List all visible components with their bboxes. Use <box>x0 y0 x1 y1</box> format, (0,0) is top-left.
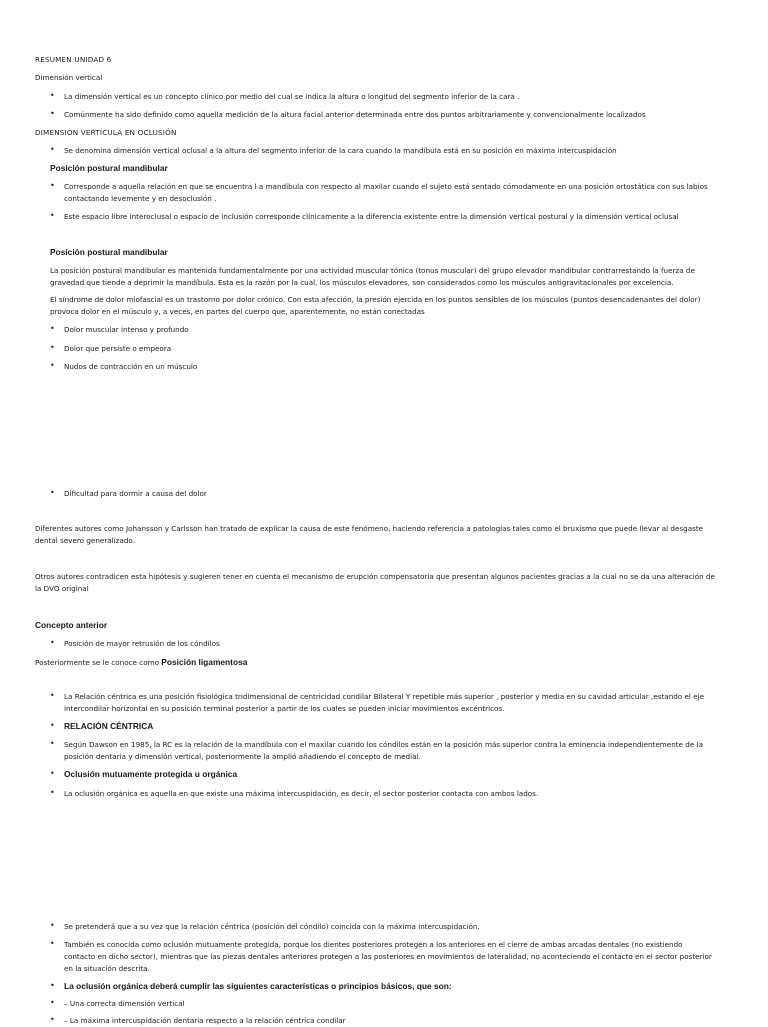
bullet-icon: • <box>50 343 55 352</box>
bullet-icon: • <box>50 91 55 100</box>
list-item: Se pretenderá que a su vez que la relación céntrica (posición del cóndilo) coincida con la máxima intercuspidación. <box>64 922 480 931</box>
paragraph: El síndrome de dolor miofascial es un trastorno por dolor crónico. Con esta afección, la presión ejercida en los puntos sensibles de los músculos (puntos desencadenantes del dolor) provoca dolor en el músculo y, a veces, en partes del cuerpo que, aparentemente, no están conectadas <box>50 295 701 316</box>
bullet-icon: • <box>50 769 55 778</box>
list-item: La dimensión vertical es un concepto clínico por medio del cual se indica la altura o longitud del segmento inferior de la cara . <box>64 92 520 101</box>
bullet-icon: • <box>50 739 55 748</box>
document-title: RESUMEN UNIDAD 6 <box>35 55 112 64</box>
list-item: La oclusión orgánica es aquella en que existe una máxima intercuspidación, es decir, el sector posterior contacta con ambos lados. <box>64 789 539 798</box>
posteriormente-line <box>35 656 247 669</box>
bullet-icon: • <box>50 211 55 220</box>
posteriormente-text: Posteriormente se le conoce como <box>35 658 162 667</box>
list-item: Según Dawson en 1985, la RC es la relación de la mandíbula con el maxilar cuando los cóndilos están en la posición más superior contra la eminencia independientemente de la posición dentaria y dimensión vertical, posteriormente la amplió añadiendo el concepto de medial. <box>64 740 703 761</box>
list-item: La Relación céntrica es una posición fisiológica tridimensional de centricidad condilar Bilateral Y repetible más superior , posterior y media en su cavidad articular ,estando el eje intercondilar horizontal en su posición terminal posterior a partir de los cuales se pueden iniciar movimientos excéntricos. <box>64 692 705 713</box>
paragraph: La posición postural mandibular es mantenida fundamentalmente por una actividad muscular tónica (tonus muscular) del grupo elevador mandibular contrarrestando la fuerza de gravedad que tiende a deprimir la mandíbula. Esta es la razón por la cual, los músculos elevadores, son considerados como los músculos antigravitacionales por excelencia. <box>50 266 695 287</box>
list-item: Posición de mayor retrusión de los cóndilos <box>64 639 220 648</box>
paragraph: Diferentes autores como Johansson y Carlsson han tratado de explicar la causa de este fenómeno, haciendo referencia a patologías tales como el bruxismo que puede llevar al desgaste dental severo generalizado. <box>35 524 704 545</box>
bullet-icon: • <box>50 145 55 154</box>
section-heading-posicion-postural: Posición postural mandibular <box>50 163 168 173</box>
list-item: Comúnmente ha sido definido como aquella medición de la altura facial anterior determinada entre dos puntos arbitrariamente y convencionalmente localizados <box>64 110 646 119</box>
bullet-icon: • <box>50 638 55 647</box>
bullet-icon: • <box>50 998 55 1007</box>
bullet-icon: • <box>50 939 55 948</box>
section-heading-oclusion-mutuamente: Oclusión mutuamente protegida u orgánica <box>64 769 238 779</box>
bullet-icon: • <box>50 788 55 797</box>
bullet-icon: • <box>50 324 55 333</box>
bullet-icon: • <box>50 981 55 990</box>
section-heading-dvo: DIMENSION VERTICULA EN OCLUSIÓN <box>35 128 177 137</box>
paragraph: Otros autores contradicen esta hipótesis y sugieren tener en cuenta el mecanismo de erupción compensatoria que presentan algunos pacientes gracias a la cual no se da una alteración de la DVO original <box>35 572 715 593</box>
symptom-item: Nudos de contracción en un músculo <box>64 362 198 371</box>
posicion-ligamentosa: Posición ligamentosa <box>161 657 248 667</box>
list-item: – La máxima intercuspidación dentaria respecto a la relación céntrica condilar <box>64 1016 346 1025</box>
symptom-item: Dolor que persiste o empeora <box>64 344 172 353</box>
section-heading-posicion-postural-2: Posición postural mandibular <box>50 247 168 257</box>
bullet-icon: • <box>50 1015 55 1024</box>
bullet-icon: • <box>50 181 55 190</box>
bullet-icon: • <box>50 921 55 930</box>
section-heading-relacion-centrica: RELACIÓN CÉNTRICA <box>64 721 154 731</box>
bullet-icon: • <box>50 721 55 730</box>
bullet-icon: • <box>50 109 55 118</box>
list-item: Se denomina dimensión vertical oclusal a la altura del segmento inferior de la cara cuando la mandíbula está en su posición en máxima intercuspidación <box>64 146 617 155</box>
list-item: Corresponde a aquella relación en que se encuentra l a mandíbula con respecto al maxilar cuando el sujeto está sentado cómodamente en una posición ortostática con sus labios contactando levemente y en desoclusión . <box>64 182 708 203</box>
section-heading-concepto-anterior: Concepto anterior <box>35 620 108 630</box>
list-item: Este espacio libre interoclusal o espacio de inclusión corresponde clínicamente a la diferencia existente entre la dimensión vertical postural y la dimensión vertical oclusal <box>64 212 679 221</box>
list-item: También es conocida como oclusión mutuamente protegida, porque los dientes posteriores protegen a los anteriores en el cierre de ambas arcadas dentales (no existiendo contacto en dicho sector), mientras que las piezas dentales anteriores protegen a las posteriores en movimientos de lateralidad, no aconteciendo el contacto en el sector posterior en la situación descrita. <box>64 940 712 973</box>
symptom-item: Dificultad para dormir a causa del dolor <box>64 489 207 498</box>
section-heading-dimension-vertical: Dimensión vertical <box>35 73 103 82</box>
list-item: – Una correcta dimensión vertical <box>64 999 185 1008</box>
symptom-item: Dolor muscular intenso y profundo <box>64 325 189 334</box>
bullet-icon: • <box>50 691 55 700</box>
bullet-icon: • <box>50 488 55 497</box>
section-heading-caracteristicas: La oclusión orgánica deberá cumplir las siguientes características o principios básicos, que son: <box>64 981 452 991</box>
bullet-icon: • <box>50 361 55 370</box>
